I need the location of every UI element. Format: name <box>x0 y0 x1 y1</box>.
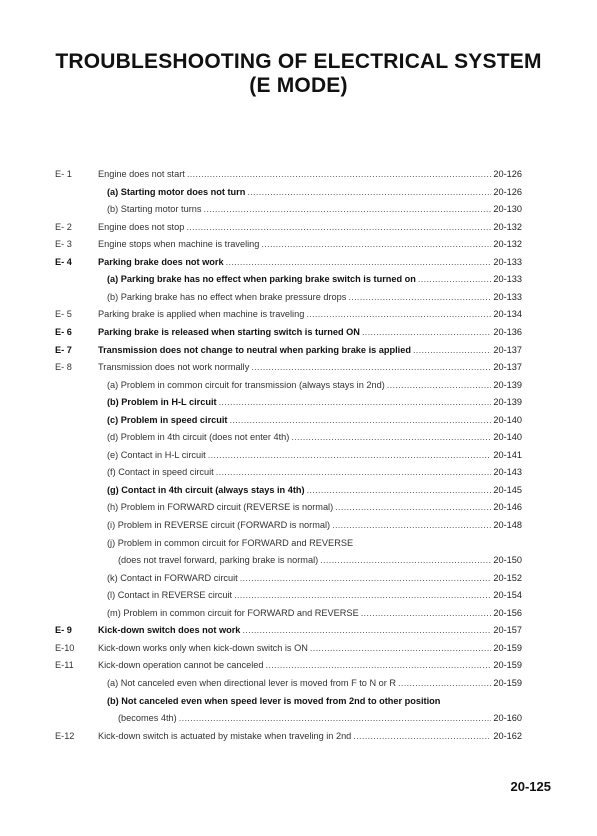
toc-entry <box>0 657 597 673</box>
toc-entry-line <box>98 359 522 375</box>
dot-leader <box>230 412 492 428</box>
dot-leader <box>362 324 491 340</box>
toc-entry-text: Kick-down works only when kick-down switch is ON <box>98 642 308 653</box>
toc-entry <box>0 517 597 533</box>
toc-entry-line <box>107 710 522 726</box>
toc-entry-code: E- 2 <box>55 221 72 232</box>
toc-entry <box>0 184 597 200</box>
toc-entry-text: (a) Not canceled even when directional lever is moved from F to N or R <box>107 677 397 688</box>
toc-entry-code: E- 6 <box>55 326 72 337</box>
toc-entry-page: 20-162 <box>493 730 522 741</box>
toc-entry-text: (d) Problem in 4th circuit (does not enter 4th) <box>107 432 290 443</box>
toc-entry-line <box>98 166 522 182</box>
toc-entry-page: 20-140 <box>493 414 522 425</box>
toc-entry-text: (l) Contact in REVERSE circuit <box>107 590 233 601</box>
toc-entry-line <box>107 429 522 445</box>
dot-leader <box>186 219 491 235</box>
toc-entry-text: (becomes 4th) <box>118 713 177 724</box>
toc-entry-page: 20-136 <box>493 326 522 337</box>
toc-entry <box>0 693 597 709</box>
toc-entry-text: (b) Parking brake has no effect when brake pressure drops <box>107 291 347 302</box>
toc-entry-text: (c) Problem in speed circuit <box>107 414 228 425</box>
toc-entry-page: 20-141 <box>493 449 522 460</box>
toc-entry <box>0 324 597 340</box>
toc-entry-code: E- 8 <box>55 362 72 373</box>
toc-entry-text: (j) Problem in common circuit for FORWARD and REVERSE <box>107 537 354 548</box>
toc-entry-text: Parking brake does not work <box>98 256 224 267</box>
toc-entry <box>0 499 597 515</box>
toc-entry <box>0 587 597 603</box>
dot-leader <box>261 236 491 252</box>
toc-entry-text: (b) Starting motor turns <box>107 204 202 215</box>
toc-entry-text: (m) Problem in common circuit for FORWARD and REVERSE <box>107 607 359 618</box>
toc-entry-page: 20-132 <box>493 221 522 232</box>
toc-entry-line <box>107 289 522 305</box>
toc-entry-text: Parking brake is applied when machine is traveling <box>98 309 305 320</box>
toc-entry <box>0 429 597 445</box>
dot-leader <box>265 657 491 673</box>
toc-entry-page: 20-126 <box>493 186 522 197</box>
dot-leader <box>361 605 492 621</box>
toc-entry-page: 20-157 <box>493 625 522 636</box>
toc-entry-line <box>98 622 522 638</box>
toc-entry-page: 20-133 <box>493 256 522 267</box>
toc-entry-line <box>107 377 522 393</box>
dot-leader <box>242 622 491 638</box>
dot-leader <box>179 710 492 726</box>
toc-entry-page: 20-134 <box>493 309 522 320</box>
toc-entry-line <box>107 517 522 533</box>
toc-entry-page: 20-146 <box>493 502 522 513</box>
dot-leader <box>332 517 491 533</box>
toc-entry-text: (a) Parking brake has no effect when parking brake switch is turned on <box>107 274 416 285</box>
toc-entry-page: 20-139 <box>493 397 522 408</box>
toc-entry-page: 20-159 <box>493 660 522 671</box>
dot-leader <box>418 271 492 287</box>
dot-leader <box>413 342 491 358</box>
dot-leader <box>353 728 491 744</box>
toc-entry-line <box>98 306 522 322</box>
toc-entry <box>0 710 597 726</box>
toc-entry-page: 20-160 <box>493 713 522 724</box>
toc-entry-line <box>107 552 522 568</box>
dot-leader <box>307 482 492 498</box>
toc-entry <box>0 447 597 463</box>
toc-entry <box>0 482 597 498</box>
dot-leader <box>219 394 492 410</box>
toc-entry-line <box>98 236 522 252</box>
toc-entry-line <box>107 499 522 515</box>
dot-leader <box>247 184 491 200</box>
toc-entry <box>0 219 597 235</box>
toc-entry <box>0 359 597 375</box>
toc-entry <box>0 675 597 691</box>
toc-entry-code: E-12 <box>55 730 75 741</box>
toc-entry-code: E-11 <box>55 660 74 671</box>
toc-entry-text: (b) Not canceled even when speed lever is moved from 2nd to other position <box>107 695 441 706</box>
toc-entry-page: 20-130 <box>493 204 522 215</box>
dot-leader <box>306 306 491 322</box>
toc-entry <box>0 605 597 621</box>
dot-leader <box>234 587 491 603</box>
toc-entry-line <box>107 605 522 621</box>
dot-leader <box>320 552 491 568</box>
toc-entry-line <box>98 324 522 340</box>
toc-entry-line <box>107 535 522 551</box>
toc-entry-text: Engine does not start <box>98 169 185 179</box>
toc-entry-text: (f) Contact in speed circuit <box>107 467 214 478</box>
toc-entry-line <box>107 394 522 410</box>
toc-entry <box>0 728 597 744</box>
dot-leader <box>208 447 492 463</box>
toc-entry <box>0 377 597 393</box>
toc-entry-line <box>107 482 522 498</box>
toc-entry <box>0 464 597 480</box>
toc-entry <box>0 570 597 586</box>
toc-entry-page: 20-150 <box>493 555 522 566</box>
toc-entry-line <box>107 587 522 603</box>
toc-entry-page: 20-133 <box>493 274 522 285</box>
page-number: 20-125 <box>510 779 551 794</box>
toc-entry <box>0 236 597 252</box>
dot-leader <box>251 359 491 375</box>
toc-entry <box>0 254 597 270</box>
toc-entry <box>0 342 597 358</box>
toc-entry-text: Kick-down operation cannot be canceled <box>98 660 264 671</box>
toc-entry-line <box>107 271 522 287</box>
toc-entry <box>0 552 597 568</box>
dot-leader <box>240 570 492 586</box>
toc-entry <box>0 640 597 656</box>
dot-leader <box>226 254 492 270</box>
toc-entry-code: E-10 <box>55 642 75 653</box>
toc-entry-line <box>98 728 522 744</box>
toc-entry-text: (does not travel forward, parking brake is normal) <box>118 555 319 566</box>
toc-entry-line <box>107 464 522 480</box>
toc-entry-text: (k) Contact in FORWARD circuit <box>107 572 238 583</box>
toc-entry-text: (a) Problem in common circuit for transmission (always stays in 2nd) <box>107 379 385 390</box>
toc-entry-text: Transmission does not change to neutral when parking brake is applied <box>98 344 411 355</box>
toc-entry-page: 20-152 <box>493 572 522 583</box>
toc-entry-text: (a) Starting motor does not turn <box>107 186 246 197</box>
dot-leader <box>203 201 491 217</box>
toc-entry-text: Parking brake is released when starting switch is turned ON <box>98 326 360 337</box>
page-title-line1: TROUBLESHOOTING OF ELECTRICAL SYSTEM <box>55 50 542 73</box>
toc-entry-text: (b) Problem in H-L circuit <box>107 397 217 408</box>
toc-entry <box>0 289 597 305</box>
toc-entry-page: 20-143 <box>493 467 522 478</box>
toc-entry-page: 20-159 <box>493 642 522 653</box>
toc-entry-text: (g) Contact in 4th circuit (always stays in 4th) <box>107 484 305 495</box>
toc-entry <box>0 412 597 428</box>
toc-entry-line <box>98 640 522 656</box>
toc-entry-line <box>98 219 522 235</box>
toc-entry-page: 20-159 <box>493 677 522 688</box>
toc-entry-line <box>98 342 522 358</box>
toc-entry-line <box>107 184 522 200</box>
toc-entry-page: 20-154 <box>493 590 522 601</box>
toc-entry-page: 20-132 <box>493 239 522 250</box>
toc-entry-code: E- 9 <box>55 625 72 636</box>
toc-entry-line <box>98 254 522 270</box>
toc-entry <box>0 271 597 287</box>
toc-entry-text: (h) Problem in FORWARD circuit (REVERSE is normal) <box>107 502 334 513</box>
dot-leader <box>398 675 491 691</box>
toc-entry-page: 20-145 <box>493 484 522 495</box>
dot-leader <box>187 166 492 182</box>
toc-entry-line <box>107 201 522 217</box>
toc-entry-line <box>98 657 522 673</box>
toc-entry <box>0 535 597 551</box>
dot-leader <box>310 640 492 656</box>
toc-entry <box>0 394 597 410</box>
toc-entry-page: 20-137 <box>493 344 522 355</box>
toc-entry-page: 20-126 <box>493 169 522 179</box>
toc-entry-page: 20-148 <box>493 520 522 530</box>
toc-entry-line <box>107 412 522 428</box>
toc-entry-code: E- 7 <box>55 344 72 355</box>
toc-entry-page: 20-133 <box>493 291 522 302</box>
toc-entry-code: E- 1 <box>55 169 72 179</box>
toc-entry-line <box>107 675 522 691</box>
toc-entry <box>0 306 597 322</box>
toc-entry-line <box>107 693 522 709</box>
toc-entry <box>0 201 597 217</box>
page-title-line2: (E MODE) <box>249 74 348 97</box>
toc-entry <box>0 166 597 182</box>
dot-leader <box>335 499 491 515</box>
toc-entry-text: (i) Problem in REVERSE circuit (FORWARD is normal) <box>107 520 331 530</box>
toc-entry-page: 20-139 <box>493 379 522 390</box>
toc-entry-line <box>107 447 522 463</box>
toc-entry-text: Kick-down switch is actuated by mistake when traveling in 2nd <box>98 730 352 741</box>
toc-entry-page: 20-137 <box>493 362 522 373</box>
toc-entry-text: Transmission does not work normally <box>98 362 250 373</box>
toc-entry <box>0 622 597 638</box>
toc-entry-code: E- 5 <box>55 309 72 320</box>
toc-entry-code: E- 4 <box>55 256 72 267</box>
dot-leader <box>348 289 491 305</box>
toc-entry-page: 20-156 <box>493 607 522 618</box>
toc-entry-text: Kick-down switch does not work <box>98 625 241 636</box>
dot-leader <box>387 377 492 393</box>
dot-leader <box>291 429 491 445</box>
toc-entry-code: E- 3 <box>55 239 72 250</box>
toc-entry-line <box>107 570 522 586</box>
toc-entry-text: Engine stops when machine is traveling <box>98 239 260 250</box>
toc-entry-text: Engine does not stop <box>98 221 185 232</box>
dot-leader <box>216 464 492 480</box>
toc-entry-page: 20-140 <box>493 432 522 443</box>
toc-entry-text: (e) Contact in H-L circuit <box>107 449 206 460</box>
